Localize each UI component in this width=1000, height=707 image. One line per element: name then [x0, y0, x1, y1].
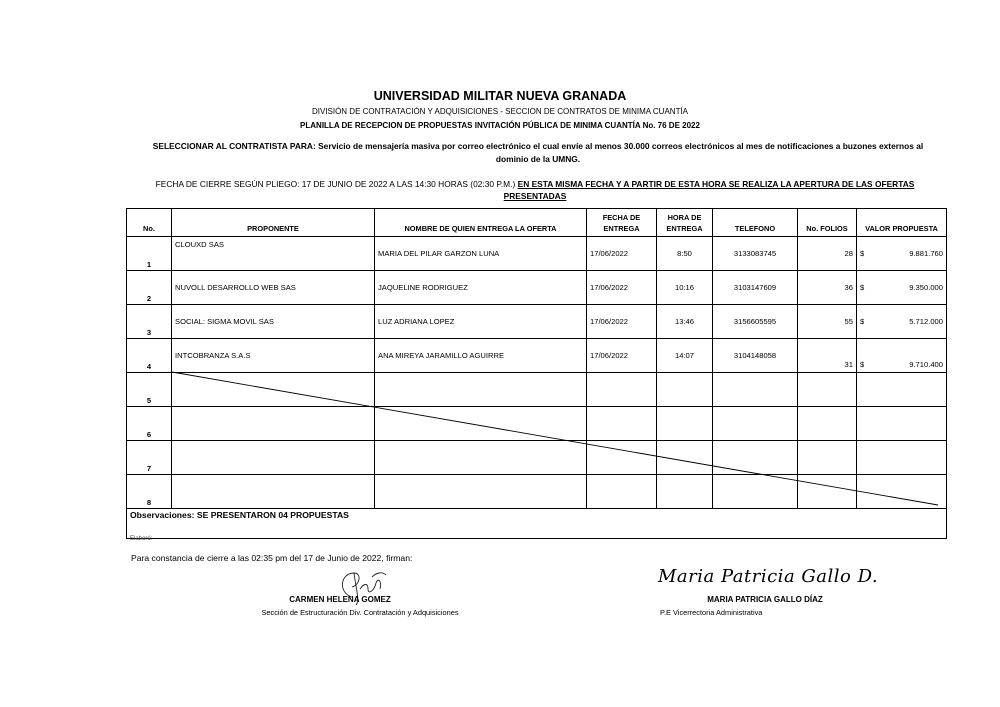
row-number: 7 [127, 441, 172, 475]
row-number: 5 [127, 373, 172, 407]
col-header-fecha: FECHA DE ENTREGA [587, 209, 657, 237]
table-row [127, 271, 947, 305]
row-number: 4 [127, 339, 172, 373]
table-header-row [127, 209, 947, 237]
folios-cell: 28 [798, 237, 857, 271]
valor-amount: 9.350.000 [909, 283, 943, 292]
fecha-cell: 17/06/2022 [587, 305, 657, 339]
folios-cell: 55 [798, 305, 857, 339]
entrega-cell: ANA MIREYA JARAMILLO AGUIRRE [375, 339, 587, 373]
entrega-cell: JAQUELINE RODRIGUEZ [375, 271, 587, 305]
valor-amount: 9.881.760 [909, 249, 943, 258]
proponente-cell: NUVOLL DESARROLLO WEB SAS [172, 271, 375, 305]
col-header-entrega: NOMBRE DE QUIEN ENTREGA LA OFERTA [375, 209, 587, 237]
table-row [127, 237, 947, 271]
signer1-role: Sección de Estructuración Div. Contratación y Adquisiciones [261, 608, 459, 617]
opening-notice: EN ESTA MISMA FECHA Y A PARTIR DE ESTA HORA SE REALIZA LA APERTURA DE LAS OFERTAS PRESENTADAS [503, 179, 915, 201]
valor-cell [857, 271, 947, 305]
fecha-cell: 17/06/2022 [587, 237, 657, 271]
col-header-no: No. [127, 209, 172, 237]
signer2-role: P.E Vicerrectoria Administrativa [660, 608, 763, 617]
folios-cell: 31 [798, 339, 857, 373]
proponente-cell: CLOUXD SAS [172, 237, 375, 271]
division-subtitle: DIVISIÓN DE CONTRATACIÓN Y ADQUISICIONES - SECCION DE CONTRATOS DE MINIMA CUANTÍA [311, 107, 689, 116]
signature-maria-patricia: Maria Patricia Gallo D. [658, 566, 879, 587]
col-header-proponente: PROPONENTE [172, 209, 375, 237]
table-row-empty [127, 441, 947, 475]
valor-amount: 9.710.400 [909, 360, 943, 369]
valor-cell [857, 237, 947, 271]
valor-amount: 5.712.000 [909, 317, 943, 326]
telefono-cell: 3104148058 [713, 339, 798, 373]
col-header-hora: HORA DE ENTREGA [657, 209, 713, 237]
constancia-text: Para constancia de cierre a las 02:35 pm del 17 de Junio de 2022, firman: [131, 553, 413, 563]
table-row [127, 339, 947, 373]
signer1-name: CARMEN HELENA GOMEZ [289, 595, 391, 604]
contract-purpose: SELECCIONAR AL CONTRATISTA PARA: Servicio de mensajería masiva por correo electrónico el cual envíe al menos 30.000 correos electrónicos al mes de notificaciones a buzones externos al dominio de la UMNG. [152, 141, 924, 164]
document-title: UNIVERSIDAD MILITAR NUEVA GRANADA [373, 89, 627, 103]
closing-date-note [125, 178, 945, 202]
currency-sign: $ [860, 360, 865, 369]
col-header-telefono: TELEFONO [713, 209, 798, 237]
telefono-cell: 3156605595 [713, 305, 798, 339]
hora-cell: 13:46 [657, 305, 713, 339]
proposals-table [126, 208, 947, 539]
hora-cell: 10:16 [657, 271, 713, 305]
observations-row [127, 509, 947, 539]
proponente-cell: INTCOBRANZA S.A.S [172, 339, 375, 373]
row-number: 2 [127, 271, 172, 305]
elaboro-label: Elaboró: [130, 536, 153, 542]
table-row [127, 305, 947, 339]
currency-sign: $ [860, 249, 865, 258]
row-number: 8 [127, 475, 172, 509]
folios-cell: 36 [798, 271, 857, 305]
valor-cell [857, 305, 947, 339]
row-number: 3 [127, 305, 172, 339]
fecha-cell: 17/06/2022 [587, 339, 657, 373]
currency-sign: $ [860, 317, 865, 326]
entrega-cell: LUZ ADRIANA LOPEZ [375, 305, 587, 339]
table-row-empty [127, 407, 947, 441]
valor-cell [857, 339, 947, 373]
table-row-empty [127, 373, 947, 407]
hora-cell: 14:07 [657, 339, 713, 373]
closing-date-text: FECHA DE CIERRE SEGÚN PLIEGO: 17 DE JUNIO DE 2022 A LAS 14:30 HORAS (02:30 P.M.) [155, 179, 518, 189]
observations-text: Observaciones: SE PRESENTARON 04 PROPUESTAS [127, 509, 947, 539]
currency-sign: $ [860, 283, 865, 292]
proponente-cell: SOCIAL: SIGMA MOVIL SAS [172, 305, 375, 339]
hora-cell: 8:50 [657, 237, 713, 271]
planilla-subtitle: PLANILLA DE RECEPCION DE PROPUESTAS INVITACIÓN PÚBLICA DE MINIMA CUANTÍA No. 76 DE 2022 [300, 121, 700, 130]
entrega-cell: MARIA DEL PILAR GARZON LUNA [375, 237, 587, 271]
table-row-empty [127, 475, 947, 509]
col-header-folios: No. FOLIOS [798, 209, 857, 237]
telefono-cell: 3103147609 [713, 271, 798, 305]
row-number: 1 [127, 237, 172, 271]
row-number: 6 [127, 407, 172, 441]
col-header-valor: VALOR PROPUESTA [857, 209, 947, 237]
fecha-cell: 17/06/2022 [587, 271, 657, 305]
signer2-name: MARIA PATRICIA GALLO DÍAZ [707, 595, 823, 604]
telefono-cell: 3133083745 [713, 237, 798, 271]
